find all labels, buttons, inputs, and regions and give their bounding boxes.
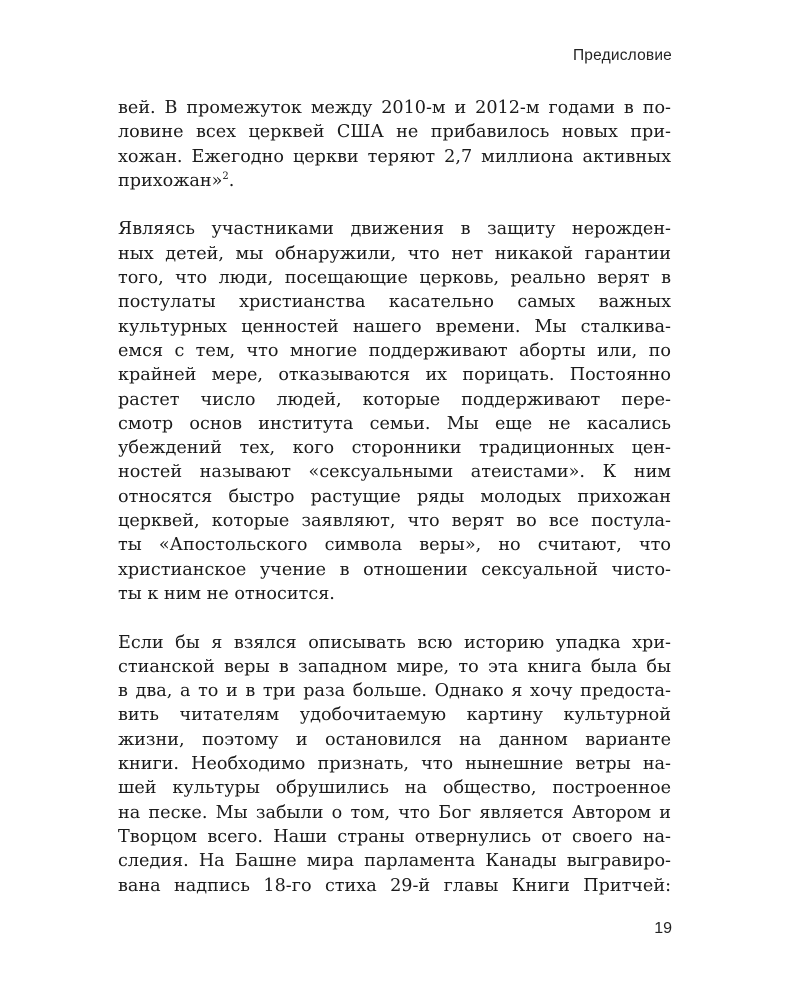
text-line: смотр основ института семьи. Мы еще не касались — [118, 413, 671, 434]
text-line: стианской веры в западном мире, то эта книга была бы — [118, 656, 671, 677]
text-line: ных детей, мы обнаружили, что нет никакой гарантии — [118, 243, 671, 264]
text-line: Если бы я взялся описывать всю историю упадка хри- — [118, 632, 671, 653]
text-line: относятся быстро растущие ряды молодых прихожан — [118, 486, 671, 507]
paragraph-1 — [118, 96, 671, 193]
text-line-last: ты к ним не относится. — [118, 583, 335, 604]
text-line-punct: . — [228, 170, 235, 191]
text-line: ностей называют «сексуальными атеистами». К ним — [118, 462, 671, 483]
text-line: жизни, поэтому и остановился на данном варианте — [118, 729, 671, 750]
text-line: вить читателям удобочитаемую картину культурной — [118, 705, 671, 726]
text-line: церквей, которые заявляют, что верят во все постула- — [118, 511, 671, 532]
text-line: Являясь участниками движения в защиту нерожден- — [118, 219, 671, 240]
text-line: книги. Необходимо признать, что нынешние ветры на- — [118, 754, 671, 775]
text-line: шей культуры обрушились на общество, построенное — [118, 778, 671, 799]
running-header: Предисловие — [572, 47, 672, 64]
paragraph-2 — [118, 217, 671, 606]
text-line: в два, а то и в три раза больше. Однако я хочу предоста- — [118, 681, 671, 702]
body-text — [118, 96, 671, 898]
text-line-last — [118, 169, 671, 193]
text-line: культурных ценностей нашего времени. Мы сталкива- — [118, 316, 671, 337]
footnote-ref: 2 — [222, 171, 229, 183]
text-line: того, что люди, посещающие церковь, реально верят в — [118, 268, 671, 289]
text-line: Творцом всего. Наши страны отвернулись от своего на- — [118, 826, 671, 847]
text-line: ловине всех церквей США не прибавилось новых при- — [118, 122, 671, 143]
text-line: емся с тем, что многие поддерживают аборты или, по — [118, 340, 671, 361]
text-line: христианское учение в отношении сексуальной чисто- — [118, 559, 671, 580]
paragraph-3 — [118, 631, 671, 898]
page-number: 19 — [654, 920, 672, 937]
text-line: ты «Апостольского символа веры», но считают, что — [118, 535, 671, 556]
text-line: крайней мере, отказываются их порицать. Постоянно — [118, 365, 671, 386]
text-line-content: прихожан» — [118, 170, 223, 191]
text-line: постулаты христианства касательно самых важных — [118, 292, 671, 313]
text-line: вей. В промежуток между 2010-м и 2012-м годами в по- — [118, 98, 671, 118]
text-line: вана надпись 18-го стиха 29-й главы Книги Притчей: — [118, 875, 671, 896]
text-line: следия. На Башне мира парламента Канады выгравиро- — [118, 851, 671, 872]
text-line: хожан. Ежегодно церкви теряют 2,7 миллиона активных — [118, 146, 671, 167]
text-line: растет число людей, которые поддерживают пере- — [118, 389, 671, 410]
text-line: убеждений тех, кого сторонники традиционных цен- — [118, 438, 671, 459]
text-line: на песке. Мы забыли о том, что Бог является Автором и — [118, 802, 671, 823]
